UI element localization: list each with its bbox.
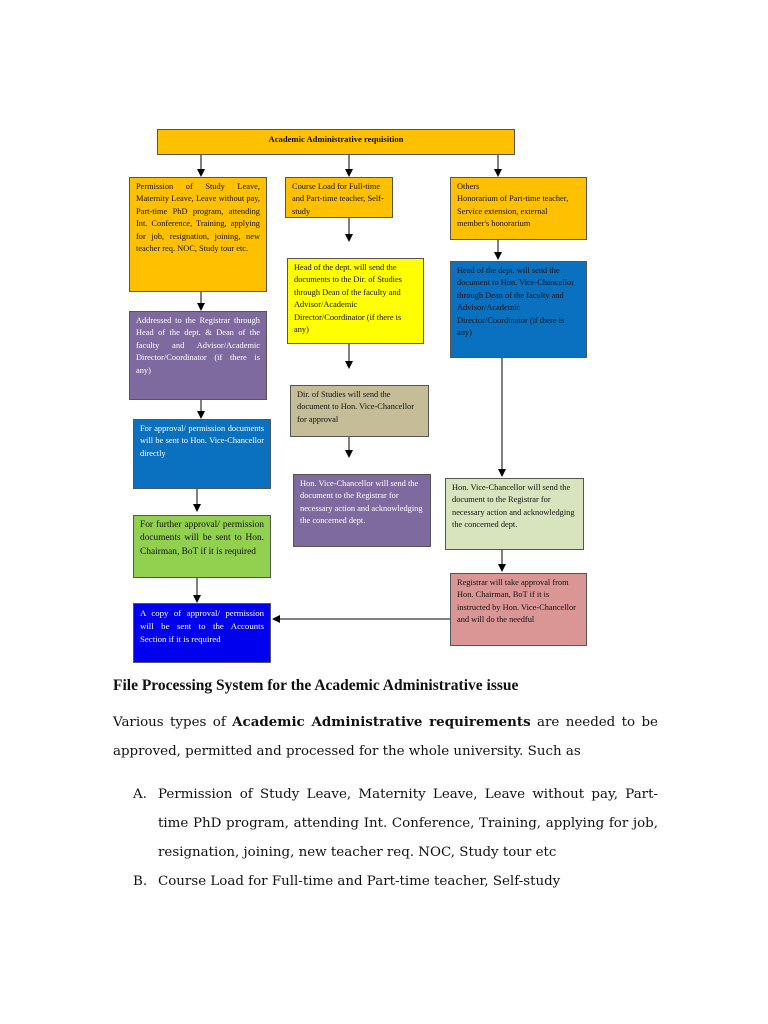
list-text-b: Course Load for Full-time and Part-time teacher, Self-study — [158, 874, 561, 889]
col3-box-vc-registrar: Hon. Vice-Chancellor will send the document to the Registrar for necessary action and acknowledging the concerned dept. — [445, 478, 584, 550]
col1-box-vice-chancellor: For approval/ permission documents will be sent to Hon. Vice-Chancellor directly — [133, 419, 271, 489]
col2-box-head-dept: Head of the dept. will send the documents to the Dir. of Studies through Dean of the faculty and Advisor/Academic Director/Coordinator (if there is any) — [287, 258, 424, 344]
flowchart-title-box: Academic Administrative requisition — [157, 129, 515, 155]
col2-box-dir-studies: Dir. of Studies will send the document to Hon. Vice-Chancellor for approval — [290, 385, 429, 437]
intro-text-bold: Academic Administrative requirements — [232, 714, 531, 730]
list-item-a — [113, 780, 658, 867]
col2-box-vc-registrar: Hon. Vice-Chancellor will send the document to the Registrar for necessary action and acknowledging the concerned dept. — [293, 474, 431, 547]
col3-box-head-dept: Head of the dept. will send the document to Hon. Vice-Chancellor through Dean of the faculty and Advisor/Academic Director/Coordinator (if there is any) — [450, 261, 587, 358]
intro-paragraph — [113, 708, 658, 766]
col3-box-others: Others Honorarium of Part-time teacher, Service extension, external member's honorarium — [450, 177, 587, 240]
col2-box-course-load: Course Load for Full-time and Part-time teacher, Self-study — [285, 177, 393, 218]
col1-box-accounts: A copy of approval/ permission will be sent to the Accounts Section if it is required — [133, 603, 271, 663]
col1-box-chairman: For further approval/ permission documents will be sent to Hon. Chairman, BoT if it is required — [133, 515, 271, 578]
list-text-a: Permission of Study Leave, Maternity Leave, Leave without pay, Part-time PhD program, attending Int. Conference, Training, applying for job, resignation, joining, new teacher req. NOC, Study tour etc — [158, 787, 658, 860]
col1-box-study-leave: Permission of Study Leave, Maternity Leave, Leave without pay, Part-time PhD program, attending Int. Conference, Training, applying for job, resignation, joining, new teacher req. NOC, Study tour etc. — [129, 177, 267, 292]
intro-text-post: are needed to be approved, permitted and processed for the whole university. Such as — [113, 715, 658, 759]
intro-text-pre: Various types of — [113, 715, 233, 730]
col3-box-chairman-approval: Registrar will take approval from Hon. Chairman, BoT if it is instructed by Hon. Vice-Chancellor and will do the needful — [450, 573, 587, 646]
list-marker-a: A. — [133, 787, 147, 802]
section-heading: File Processing System for the Academic Administrative issue — [113, 677, 519, 694]
list-marker-b: B. — [133, 874, 148, 889]
list-item-b — [113, 867, 658, 896]
col1-box-registrar: Addressed to the Registrar through Head of the dept. & Dean of the faculty and Advisor/Academic Director/Coordinator (if there is any) — [129, 311, 267, 400]
